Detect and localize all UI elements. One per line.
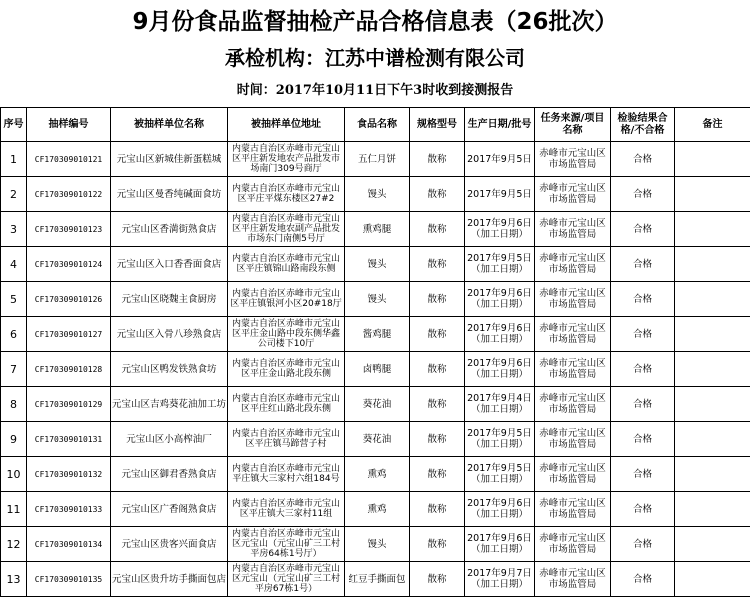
cell-task-source: 赤峰市元宝山区市场监管局 [535,422,611,457]
cell-task-source: 赤峰市元宝山区市场监管局 [535,142,611,177]
cell-food-name: 卤鸭腿 [345,352,410,387]
col-header-code: 抽样编号 [27,108,111,142]
cell-unit-name: 元宝山区香満街熟食店 [111,212,228,247]
cell-spec: 散称 [410,212,465,247]
cell-food-name: 馒头 [345,247,410,282]
table-row [1,212,750,247]
cell-unit-address: 内蒙古自治区赤峰市元宝山区平庄镇锦山路南段东侧 [228,247,345,282]
cell-food-name: 熏鸡 [345,492,410,527]
cell-production-date: 2017年9月6日（加工日期） [465,492,535,527]
cell-unit-address: 内蒙古自治区赤峰市元宝山区平庄平煤东楼区27#2 [228,177,345,212]
col-header-task-source: 任务来源/项目名称 [535,108,611,142]
cell-note [675,422,750,457]
cell-production-date: 2017年9月5日（加工日期） [465,422,535,457]
cell-code: CF170309010126 [27,282,111,317]
cell-unit-name: 元宝山区御君香熟食店 [111,457,228,492]
cell-note [675,492,750,527]
cell-task-source: 赤峰市元宝山区市场监管局 [535,177,611,212]
cell-food-name: 熏鸡腿 [345,212,410,247]
cell-unit-address: 内蒙古自治区赤峰市元宝山区平庄镇马蹄营子村 [228,422,345,457]
cell-food-name: 葵花油 [345,387,410,422]
cell-unit-name: 元宝山区广香阁熟食店 [111,492,228,527]
results-table [0,107,750,597]
table-row [1,177,750,212]
col-header-unit-address: 被抽样单位地址 [228,108,345,142]
cell-food-name: 葵花油 [345,422,410,457]
cell-code: CF170309010122 [27,177,111,212]
cell-note [675,247,750,282]
cell-spec: 散称 [410,422,465,457]
cell-production-date: 2017年9月6日（加工日期） [465,352,535,387]
table-row [1,457,750,492]
cell-spec: 散称 [410,282,465,317]
cell-food-name: 酱鸡腿 [345,317,410,352]
cell-note [675,282,750,317]
table-row [1,527,750,562]
table-header-row [1,108,750,142]
cell-task-source: 赤峰市元宝山区市场监管局 [535,527,611,562]
cell-result: 合格 [611,562,675,597]
cell-note [675,387,750,422]
cell-task-source: 赤峰市元宝山区市场监管局 [535,317,611,352]
cell-production-date: 2017年9月5日（加工日期） [465,457,535,492]
cell-food-name: 馒头 [345,527,410,562]
cell-unit-address: 内蒙古自治区赤峰市元宝山区平庄金山路中段东侧华鑫公司楼下10厅 [228,317,345,352]
testing-agency: 承检机构：江苏中谱检测有限公司 [0,42,750,74]
cell-task-source: 赤峰市元宝山区市场监管局 [535,212,611,247]
cell-production-date: 2017年9月5日 [465,177,535,212]
cell-spec: 散称 [410,562,465,597]
cell-code: CF170309010123 [27,212,111,247]
cell-spec: 散称 [410,352,465,387]
cell-code: CF170309010135 [27,562,111,597]
cell-unit-name: 元宝山区新城佳新蛋糕城 [111,142,228,177]
table-row [1,387,750,422]
cell-unit-name: 元宝山区入口香香面食店 [111,247,228,282]
cell-unit-name: 元宝山区贵升坊手撕面包店 [111,562,228,597]
cell-food-name: 馒头 [345,282,410,317]
cell-result: 合格 [611,317,675,352]
cell-note [675,352,750,387]
table-row [1,282,750,317]
cell-spec: 散称 [410,317,465,352]
cell-unit-address: 内蒙古自治区赤峰市元宝山平庄镇大三家村六组184号 [228,457,345,492]
cell-no: 7 [1,352,27,387]
cell-no: 3 [1,212,27,247]
cell-no: 12 [1,527,27,562]
col-header-unit-name: 被抽样单位名称 [111,108,228,142]
cell-unit-address: 内蒙古自治区赤峰市元宝山区元宝山（元宝山矿三工村平房64栋1号厅） [228,527,345,562]
cell-task-source: 赤峰市元宝山区市场监管局 [535,387,611,422]
cell-no: 9 [1,422,27,457]
cell-result: 合格 [611,422,675,457]
cell-task-source: 赤峰市元宝山区市场监管局 [535,247,611,282]
cell-food-name: 熏鸡 [345,457,410,492]
cell-code: CF170309010124 [27,247,111,282]
cell-spec: 散称 [410,142,465,177]
cell-spec: 散称 [410,387,465,422]
table-row [1,422,750,457]
cell-result: 合格 [611,457,675,492]
cell-note [675,457,750,492]
cell-code: CF170309010134 [27,527,111,562]
cell-unit-name: 元宝山区小高榨油厂 [111,422,228,457]
table-row [1,352,750,387]
cell-result: 合格 [611,177,675,212]
col-header-production-date: 生产日期/批号 [465,108,535,142]
col-header-note: 备注 [675,108,750,142]
cell-code: CF170309010133 [27,492,111,527]
cell-production-date: 2017年9月6日（加工日期） [465,282,535,317]
cell-unit-name: 元宝山区入骨八珍熟食店 [111,317,228,352]
cell-task-source: 赤峰市元宝山区市场监管局 [535,352,611,387]
cell-result: 合格 [611,142,675,177]
col-header-no: 序号 [1,108,27,142]
cell-no: 8 [1,387,27,422]
cell-unit-name: 元宝山区曼香纯碱面食坊 [111,177,228,212]
cell-result: 合格 [611,282,675,317]
table-row [1,317,750,352]
cell-production-date: 2017年9月7日（加工日期） [465,562,535,597]
table-row [1,562,750,597]
cell-unit-address: 内蒙古自治区赤峰市元宝山区平庄新发地农副产品批发市场东门南侧5号厅 [228,212,345,247]
cell-note [675,142,750,177]
cell-unit-address: 内蒙古自治区赤峰市元宝山区平庄镇银河小区20#18厅 [228,282,345,317]
cell-unit-name: 元宝山区鸭发铁熟食坊 [111,352,228,387]
cell-unit-name: 元宝山区晓魏主食厨房 [111,282,228,317]
cell-result: 合格 [611,492,675,527]
cell-food-name: 红豆手撕面包 [345,562,410,597]
col-header-spec: 规格型号 [410,108,465,142]
cell-no: 1 [1,142,27,177]
cell-spec: 散称 [410,457,465,492]
cell-no: 5 [1,282,27,317]
cell-production-date: 2017年9月5日（加工日期） [465,247,535,282]
cell-spec: 散称 [410,527,465,562]
cell-unit-address: 内蒙古自治区赤峰市元宝山区平庄金山路北段东侧 [228,352,345,387]
cell-task-source: 赤峰市元宝山区市场监管局 [535,492,611,527]
cell-production-date: 2017年9月4日（加工日期） [465,387,535,422]
cell-note [675,212,750,247]
cell-code: CF170309010131 [27,422,111,457]
cell-spec: 散称 [410,492,465,527]
cell-code: CF170309010121 [27,142,111,177]
cell-no: 10 [1,457,27,492]
report-time: 时间：2017年10月11日下午3时收到接测报告 [0,79,750,103]
cell-unit-address: 内蒙古自治区赤峰市元宝山区平庄镇大三家村11组 [228,492,345,527]
cell-spec: 散称 [410,247,465,282]
table-row [1,492,750,527]
cell-code: CF170309010127 [27,317,111,352]
cell-unit-address: 内蒙古自治区赤峰市元宝山区平庄新发地农产品批发市场南门309号商厅 [228,142,345,177]
col-header-food-name: 食品名称 [345,108,410,142]
cell-result: 合格 [611,352,675,387]
cell-code: CF170309010129 [27,387,111,422]
cell-task-source: 赤峰市元宝山区市场监管局 [535,282,611,317]
cell-spec: 散称 [410,177,465,212]
cell-result: 合格 [611,387,675,422]
cell-unit-name: 元宝山区贵客兴面食店 [111,527,228,562]
cell-production-date: 2017年9月6日（加工日期） [465,317,535,352]
cell-task-source: 赤峰市元宝山区市场监管局 [535,457,611,492]
cell-no: 11 [1,492,27,527]
cell-code: CF170309010128 [27,352,111,387]
col-header-result: 检验结果合格/不合格 [611,108,675,142]
cell-production-date: 2017年9月6日（加工日期） [465,212,535,247]
cell-note [675,562,750,597]
cell-food-name: 馒头 [345,177,410,212]
cell-unit-name: 元宝山区吉鸡葵花油加工坊 [111,387,228,422]
cell-no: 6 [1,317,27,352]
cell-note [675,317,750,352]
cell-code: CF170309010132 [27,457,111,492]
cell-result: 合格 [611,247,675,282]
cell-food-name: 五仁月饼 [345,142,410,177]
document-title: 9月份食品监督抽检产品合格信息表（26批次） [0,4,750,40]
table-body [1,142,750,597]
cell-unit-address: 内蒙古自治区赤峰市元宝山区元宝山（元宝山矿三工村平房67栋1号） [228,562,345,597]
cell-note [675,177,750,212]
cell-no: 13 [1,562,27,597]
cell-production-date: 2017年9月6日（加工日期） [465,527,535,562]
cell-result: 合格 [611,527,675,562]
cell-no: 2 [1,177,27,212]
table-row [1,247,750,282]
cell-production-date: 2017年9月5日 [465,142,535,177]
cell-no: 4 [1,247,27,282]
cell-note [675,527,750,562]
cell-unit-address: 内蒙古自治区赤峰市元宝山区平庄红山路北段东侧 [228,387,345,422]
cell-task-source: 赤峰市元宝山区市场监管局 [535,562,611,597]
cell-result: 合格 [611,212,675,247]
table-row [1,142,750,177]
